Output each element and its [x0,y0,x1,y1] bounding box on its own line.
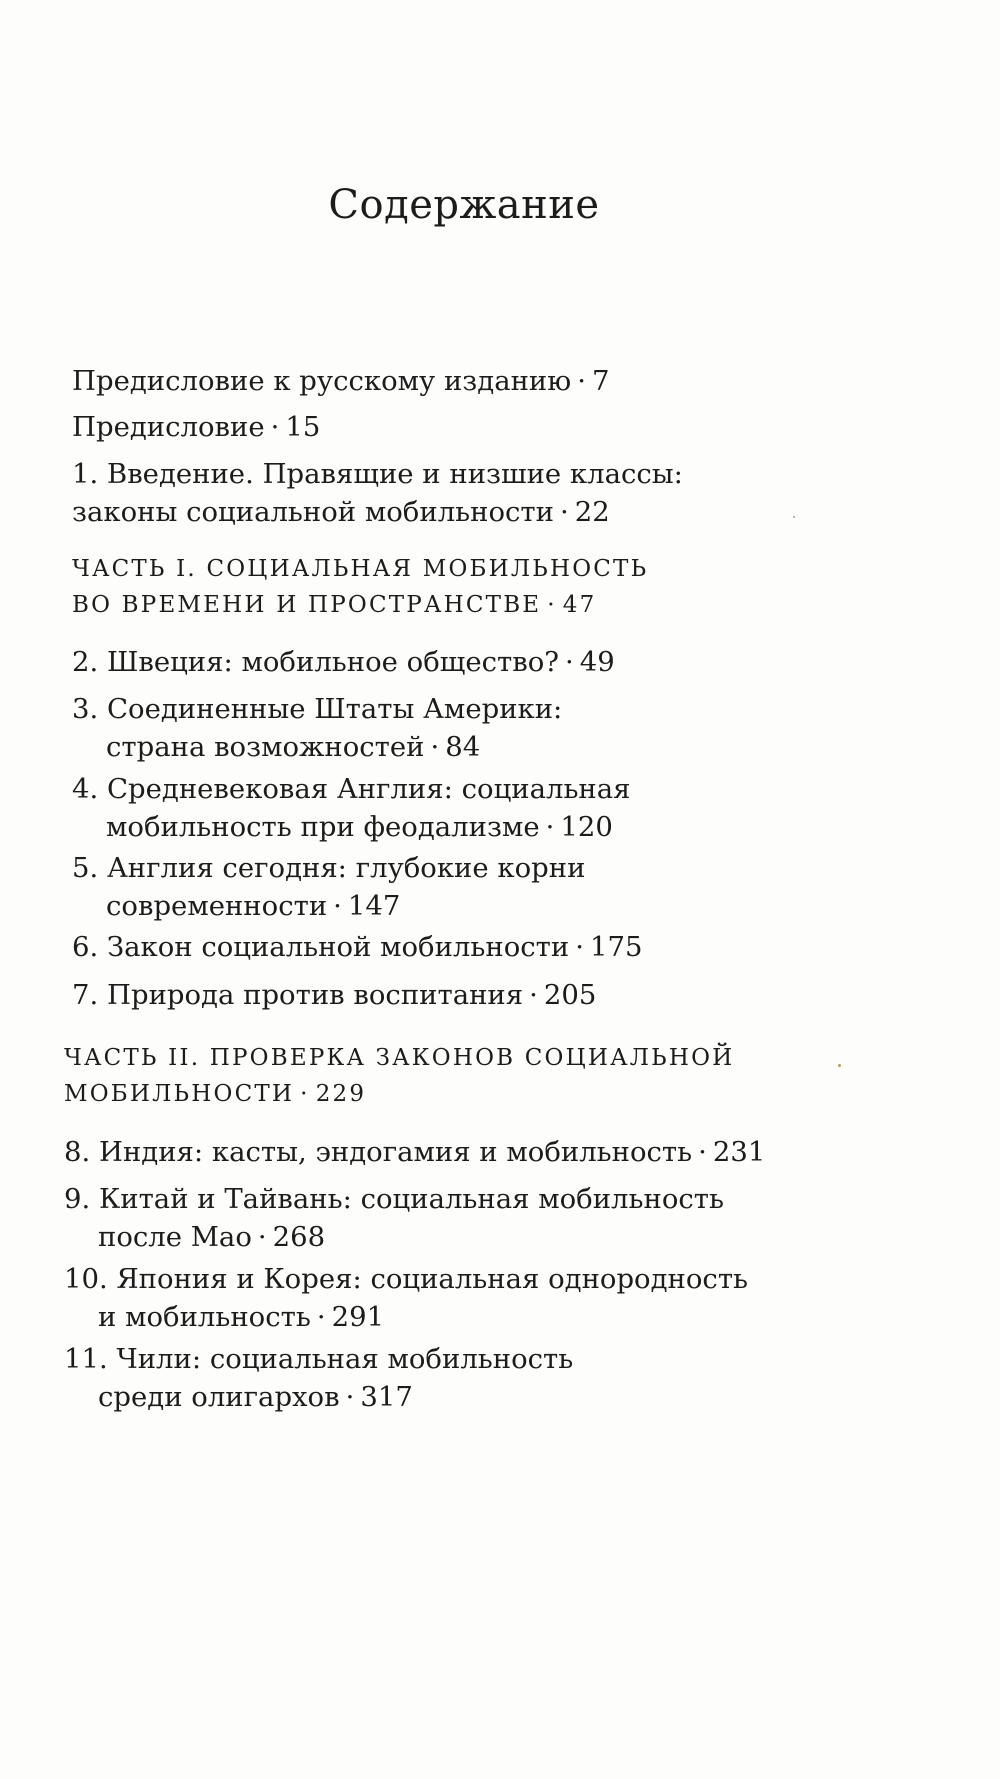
toc-separator: · [430,731,440,763]
toc-entry-text: 6. Закон социальной мобильности [72,931,570,963]
toc-entry [64,1260,748,1336]
toc-entry-line [72,362,609,400]
toc-entry [64,1340,573,1416]
toc-separator: · [698,1136,707,1168]
toc-entry [72,362,609,400]
toc-entry-text: современности [106,890,328,922]
toc-entry-text: Предисловие [72,411,265,443]
toc-entry-text: 7. Природа против воспитания [72,979,524,1011]
toc-entry-text: и мобильность [98,1301,311,1333]
toc-entry-line [72,808,631,846]
toc-entry-line [72,976,596,1014]
toc-page-number: 205 [543,979,597,1011]
toc-separator: · [559,496,569,528]
toc-separator: · [529,979,538,1011]
toc-page-number: 15 [285,411,321,443]
toc-entry-text: после Мао [98,1221,252,1253]
toc-part-text: ВО ВРЕМЕНИ И ПРОСТРАНСТВЕ [72,592,542,618]
toc-separator: · [257,1221,267,1253]
toc-separator: · [345,1381,355,1413]
paper-speck [793,516,795,518]
paper-speck [838,1064,841,1067]
toc-entry-line [72,728,562,766]
toc-page-number: 22 [574,496,610,528]
toc-separator: · [575,931,584,963]
toc-separator: · [565,646,574,678]
toc-entry-line [72,643,615,681]
toc-page-number: 49 [579,646,615,678]
toc-page-number: 47 [562,592,597,618]
toc-page-number: 231 [712,1136,766,1168]
toc-entry [72,928,642,966]
toc-entry-text: 8. Индия: касты, эндогамия и мобильность [64,1136,693,1168]
toc-entry-line: 9. Китай и Тайвань: социальная мобильность [64,1183,724,1215]
toc-entry-text: законы социальной мобильности [72,496,554,528]
toc-entry [72,455,683,531]
toc-entry-line [72,887,585,925]
toc-entry-line: 10. Япония и Корея: социальная однородность [64,1263,749,1295]
toc-entry-line [64,1133,765,1171]
toc-separator: · [577,365,586,397]
toc-separator: · [300,1081,310,1107]
toc-entry [72,690,562,766]
toc-entry-line: 5. Англия сегодня: глубокие корни [72,852,586,884]
toc-page-number: 147 [347,890,401,922]
toc-part-heading [72,551,648,623]
toc-separator: · [545,811,555,843]
toc-entry-line: 4. Средневековая Англия: социальная [72,773,631,805]
toc-page-number: 291 [331,1301,385,1333]
toc-entry-text: среди олигархов [98,1381,340,1413]
toc-entry-line [64,1218,724,1256]
toc-part-line: ЧАСТЬ II. ПРОВЕРКА ЗАКОНОВ СОЦИАЛЬНОЙ [64,1045,735,1071]
toc-page-number: 268 [272,1221,326,1253]
toc-separator: · [270,411,280,443]
toc-entry [72,643,615,681]
toc-part-line: ЧАСТЬ I. СОЦИАЛЬНАЯ МОБИЛЬНОСТЬ [72,556,649,582]
toc-entry [72,849,585,925]
toc-page-number: 175 [589,931,643,963]
toc-page-number: 317 [360,1381,413,1413]
toc-page-number: 229 [315,1081,367,1107]
toc-entry [64,1133,765,1171]
toc-entry-line [64,1298,748,1336]
toc-entry [72,770,631,846]
toc-entry-text: страна возможностей [106,731,425,763]
toc-entry-line [72,408,320,446]
toc-entry-line [64,1378,573,1416]
toc-page-number: 120 [560,811,613,843]
toc-part-line [72,587,648,623]
toc-page-number: 84 [445,731,481,763]
toc-entry-text: Предисловие к русскому изданию [72,365,572,397]
toc-separator: · [333,890,342,922]
toc-separator: · [316,1301,326,1333]
page-title: Содержание [328,182,600,228]
toc-entry-line [72,928,642,966]
toc-entry [64,1180,724,1256]
toc-entry-text: мобильность при феодализме [106,811,540,843]
toc-part-line [64,1076,734,1112]
toc-entry-text: 2. Швеция: мобильное общество? [72,646,560,678]
toc-entry-line: 1. Введение. Правящие и низшие классы: [72,458,683,490]
toc-entry [72,408,320,446]
toc-part-heading [64,1040,734,1112]
toc-page-number: 7 [591,365,610,397]
toc-entry [72,976,596,1014]
toc-entry-line [72,493,683,531]
toc-separator: · [547,592,557,618]
toc-entry-line: 11. Чили: социальная мобильность [64,1343,574,1375]
toc-part-text: МОБИЛЬНОСТИ [64,1081,295,1107]
toc-entry-line: 3. Соединенные Штаты Америки: [72,693,563,725]
